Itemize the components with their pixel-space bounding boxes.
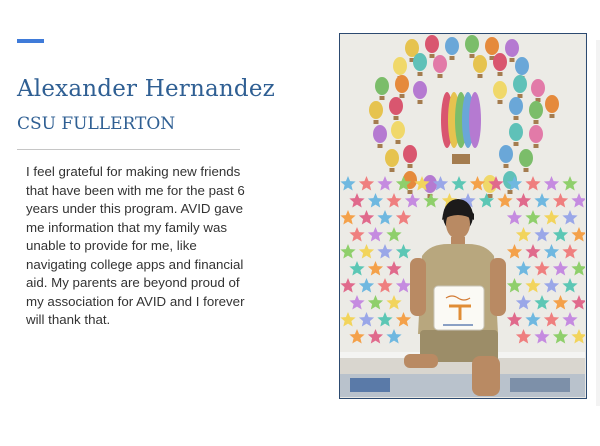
photo-illustration (340, 34, 585, 397)
accent-bar (17, 39, 44, 43)
divider (17, 149, 240, 150)
student-quote: I feel grateful for making new friends that have been with me for the past 6 years under this program. AVID gave me information that my family was unable to provide for me, like navigating college apps and financial aid. My parents are beyond proud of my association for AVID and I forever will thank that. (26, 164, 245, 327)
student-name: Alexander Hernandez (17, 76, 275, 102)
slide-edge-shadow (596, 40, 600, 406)
student-photo (339, 33, 587, 399)
held-sign (434, 286, 484, 330)
school-name: CSU FULLERTON (17, 114, 176, 134)
